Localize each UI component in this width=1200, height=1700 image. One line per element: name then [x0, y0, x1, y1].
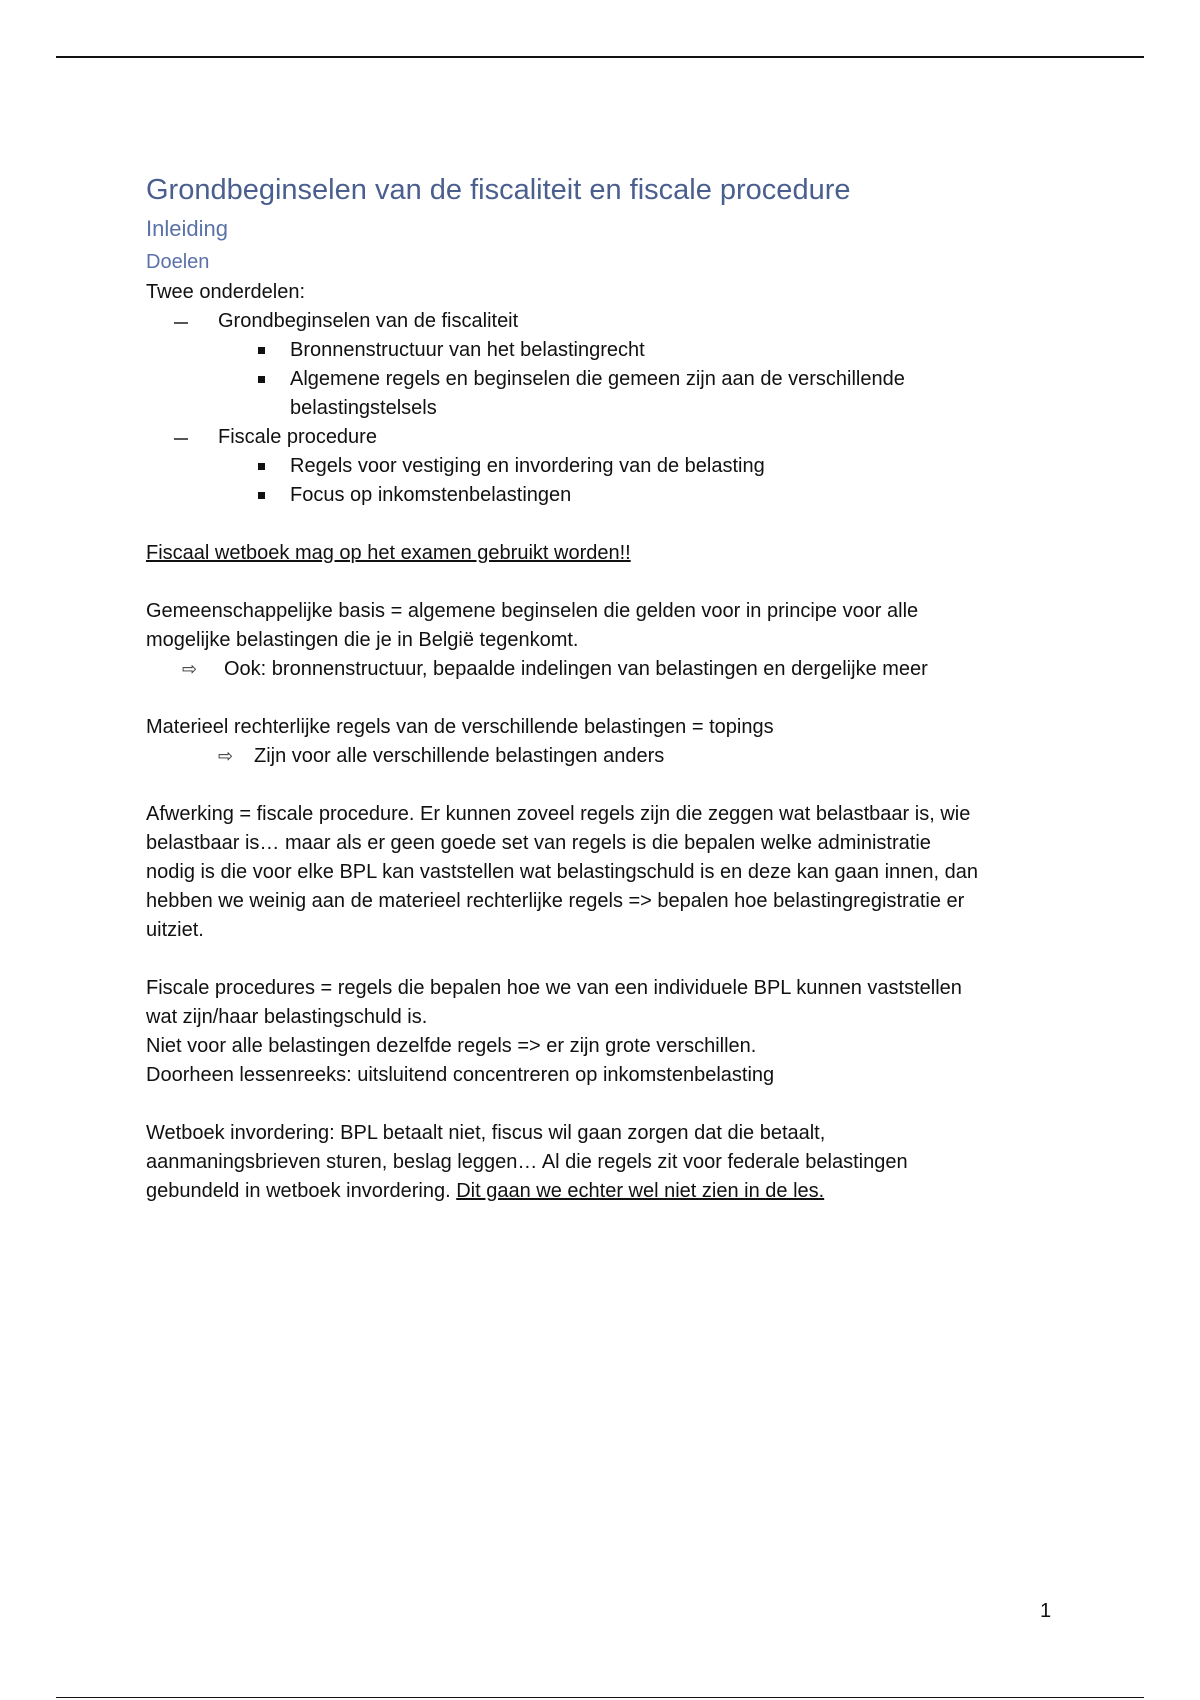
footer-rule: [56, 1697, 1144, 1698]
list-item: Focus op inkomstenbelastingen: [146, 481, 1066, 510]
list-item: Bronnenstructuur van het belastingrecht: [146, 336, 1066, 365]
square-bullet-icon: [258, 492, 265, 499]
paragraph-text: Niet voor alle belastingen dezelfde regels => er zijn grote verschillen.: [146, 1035, 757, 1057]
heading-doelen: Doelen: [146, 251, 210, 273]
document-title: Grondbeginselen van de fiscaliteit en fiscale procedure: [146, 174, 851, 206]
paragraph-text: aanmaningsbrieven sturen, beslag leggen… Al die regels zit voor federale belastingen: [146, 1151, 908, 1173]
square-bullet-icon: [258, 376, 265, 383]
paragraph-text: Afwerking = fiscale procedure. Er kunnen zoveel regels zijn die zeggen wat belastbaar is, wie: [146, 803, 971, 825]
paragraph-text: wat zijn/haar belastingschuld is.: [146, 1006, 428, 1028]
list-item: Grondbeginselen van de fiscaliteit: [218, 310, 519, 332]
intro-text: Twee onderdelen:: [146, 281, 306, 303]
paragraph-text: Materieel rechterlijke regels van de verschillende belastingen = topings: [146, 716, 774, 738]
square-bullet-icon: [258, 463, 265, 470]
paragraph-text: Fiscale procedures = regels die bepalen hoe we van een individuele BPL kunnen vaststellen: [146, 977, 962, 999]
paragraph-text: gebundeld in wetboek invordering. Dit gaan we echter wel niet zien in de les.: [146, 1180, 825, 1202]
exam-note: Fiscaal wetboek mag op het examen gebruikt worden!!: [146, 542, 631, 564]
underlined-note: Dit gaan we echter wel niet zien in de les.: [456, 1180, 825, 1202]
heading-inleiding: Inleiding: [146, 216, 228, 241]
paragraph-text: uitziet.: [146, 919, 204, 941]
list-item: Fiscale procedure: [218, 426, 377, 448]
arrow-item: ⇨ Zijn voor alle verschillende belastingen anders: [146, 742, 1066, 771]
list-item-continuation: belastingstelsels: [290, 397, 437, 419]
paragraph-text: mogelijke belastingen die je in België tegenkomt.: [146, 629, 579, 651]
paragraph-text: belastbaar is… maar als er geen goede set van regels is die bepalen welke administratie: [146, 832, 931, 854]
square-bullet-icon: [258, 347, 265, 354]
list-item: Regels voor vestiging en invordering van de belasting: [146, 452, 1066, 481]
list-item: Algemene regels en beginselen die gemeen zijn aan de verschillende: [146, 365, 1066, 394]
paragraph-text: hebben we weinig aan de materieel rechterlijke regels => bepalen hoe belastingregistratie er: [146, 890, 965, 912]
arrow-item: ⇨ Ook: bronnenstructuur, bepaalde indelingen van belastingen en dergelijke meer: [146, 655, 1066, 684]
paragraph-text: Doorheen lessenreeks: uitsluitend concentreren op inkomstenbelasting: [146, 1064, 775, 1086]
paragraph-text: nodig is die voor elke BPL kan vaststellen wat belastingschuld is en deze kan gaan innen, dan: [146, 861, 979, 883]
paragraph-text: Gemeenschappelijke basis = algemene beginselen die gelden voor in principe voor alle: [146, 600, 919, 622]
header-rule: [56, 56, 1144, 58]
arrow-icon: ⇨: [218, 746, 234, 766]
page-number: 1: [1040, 1600, 1052, 1622]
arrow-icon: ⇨: [182, 659, 198, 679]
document-body: [146, 170, 1066, 1206]
paragraph-text: Wetboek invordering: BPL betaalt niet, fiscus wil gaan zorgen dat die betaalt,: [146, 1122, 826, 1144]
